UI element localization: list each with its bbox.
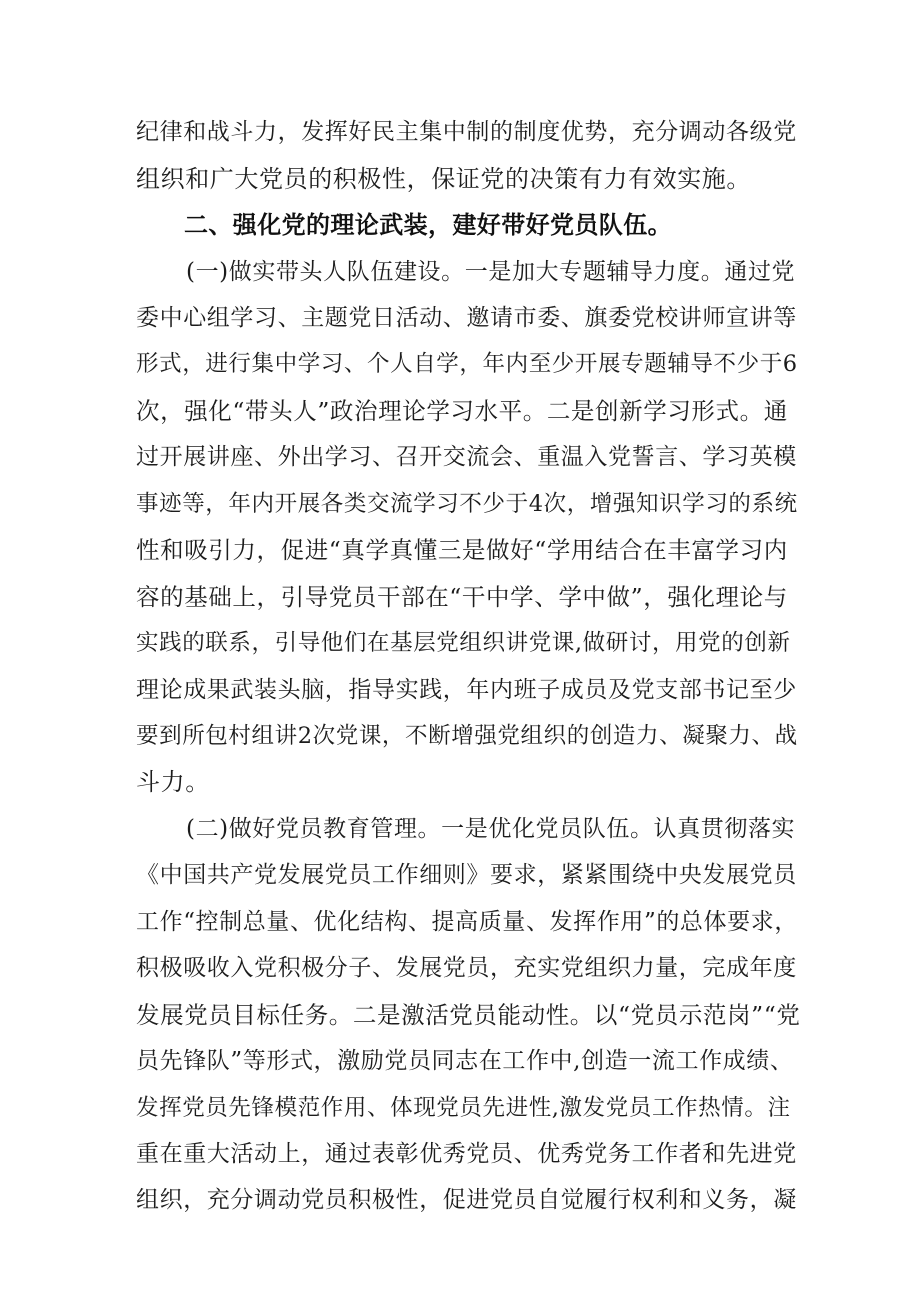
text-line: 发展党员目标任务。二是激活党员能动性。以“党员示范岗”“党 bbox=[136, 1001, 801, 1029]
text-line: 事迹等，年内开展各类交流学习不少于4次，增强知识学习的系统 bbox=[136, 491, 798, 517]
text-line: 发挥党员先锋模范作用、体现党员先进性,激发党员工作热情。注 bbox=[136, 1095, 791, 1121]
text-line: 斗力。 bbox=[136, 768, 210, 796]
text-line: 形式，进行集中学习、个人自学，年内至少开展专题辅导不少于6 bbox=[136, 351, 798, 377]
text-line: 纪律和战斗力，发挥好民主集中制的制度优势，充分调动各级党 bbox=[136, 119, 797, 145]
section-heading: 二、强化党的理论武装，建好带好党员队伍。 bbox=[184, 211, 672, 239]
text-line: 《中国共产党发展党员工作细则》要求，紧紧围绕中央发展党员 bbox=[136, 862, 797, 888]
text-line: 重在重大活动上，通过表彰优秀党员、优秀党务工作者和先进党 bbox=[136, 1141, 797, 1167]
text-line: 理论成果武装头脑，指导实践，年内班子成员及党支部书记至少 bbox=[136, 677, 797, 703]
paragraph-first-line: (二)做好党员教育管理。一是优化党员队伍。认真贯彻落实 bbox=[186, 816, 796, 842]
text-line: 性和吸引力，促进“真学真懂三是做好“学用结合在丰富学习内 bbox=[136, 536, 788, 564]
text-line: 容的基础上，引导党员干部在“干中学、学中做”，强化理论与 bbox=[136, 583, 788, 611]
text-line: 工作“控制总量、优化结构、提高质量、发挥作用”的总体要求， bbox=[136, 909, 798, 935]
text-line: 次，强化“带头人”政治理论学习水平。二是创新学习形式。通 bbox=[136, 397, 788, 425]
text-line: 实践的联系，引导他们在基层党组织讲党课,做研讨，用党的创新 bbox=[136, 630, 791, 656]
text-line: 积极吸收入党积极分子、发展党员，充实党组织力量，完成年度 bbox=[136, 955, 797, 981]
paragraph-first-line: (一)做实带头人队伍建设。一是加大专题辅导力度。通过党 bbox=[186, 259, 796, 285]
text-line: 委中心组学习、主题党日活动、邀请市委、旗委党校讲师宣讲等 bbox=[136, 305, 797, 331]
text-line: 过开展讲座、外出学习、召开交流会、重温入党誓言、学习英模 bbox=[136, 444, 797, 470]
text-line: 组织和广大党员的积极性，保证党的决策有力有效实施。 bbox=[136, 165, 751, 193]
text-line: 员先锋队”等形式，激励党员同志在工作中,创造一流工作成绩、 bbox=[136, 1048, 794, 1074]
text-line: 组织，充分调动党员积极性，促进党员自觉履行权利和义务，凝 bbox=[136, 1187, 797, 1213]
text-line: 要到所包村组讲2次党课，不断增强党组织的创造力、凝聚力、战 bbox=[136, 723, 798, 749]
